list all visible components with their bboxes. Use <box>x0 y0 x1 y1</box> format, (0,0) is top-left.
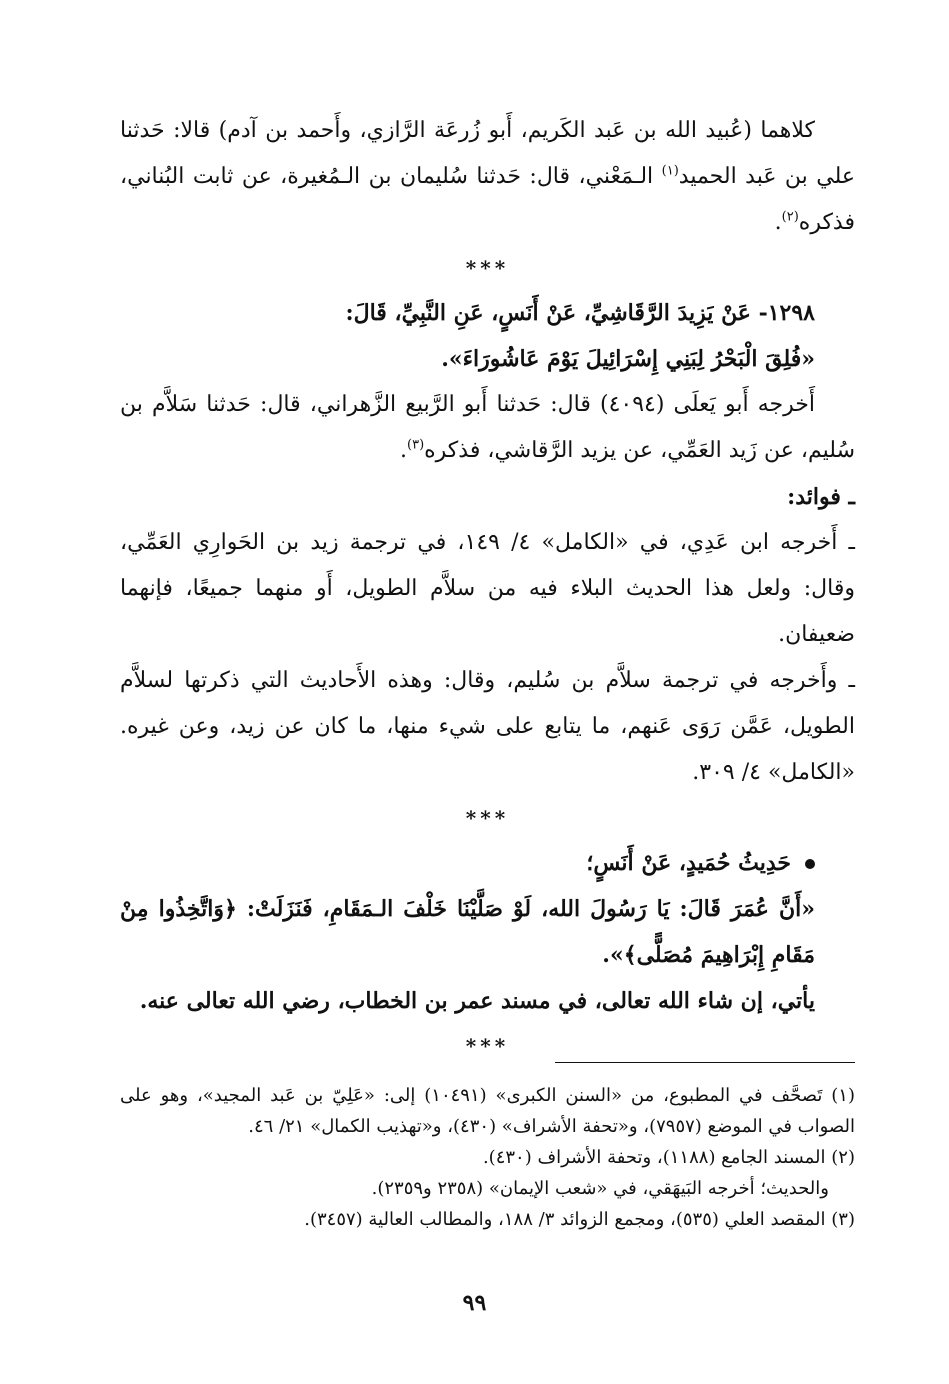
intro-paragraph <box>120 108 855 246</box>
footnote-2: (٢) المسند الجامع (١١٨٨)، وتحفة الأشراف (٤٣٠). <box>482 1147 855 1168</box>
footnote-ref-2: (٢) <box>781 209 799 225</box>
footnote-ref-3: (٣) <box>407 437 425 453</box>
main-text <box>120 108 855 1068</box>
fawaid-item-2: ـ وأَخرجه في ترجمة سلاَّم بن سُليم، وقال: وهذه الأَحاديث التي ذكرتها لسلاَّم الطويل، عَمَّن رَوَى عَنهم، ما يتابع على شيء منها، ما كان عن زيد، وعن غيره. «الكامل» ٤/ ٣٠٩. <box>120 668 855 785</box>
humaid-heading-line <box>120 840 855 886</box>
bullet-icon <box>805 859 815 869</box>
hadith-heading: ١٢٩٨- عَنْ يَزِيدَ الرَّقَاشِيِّ، عَنْ أَنَسٍ، عَنِ النَّبِيِّ، قَالَ: <box>345 300 815 326</box>
humaid-note: يأتي، إن شاء الله تعالى، في مسند عمر بن الخطاب، رضي الله تعالى عنه. <box>139 988 815 1014</box>
takhrij-end: . <box>400 438 407 463</box>
humaid-heading: حَدِيثُ حُمَيدٍ، عَنْ أَنَسٍ؛ <box>586 850 791 876</box>
footnote-ref-1: (١) <box>661 163 679 179</box>
hadith-text: «فُلِقَ الْبَحْرُ لِبَنِي إِسْرَائِيلَ يَوْمَ عَاشُورَاءَ». <box>441 346 815 372</box>
footnote-1: (١) تَصحَّف في المطبوع، من «السنن الكبرى» (١٠٤٩١) إلى: «عَلِيّ بن عَبد المجيد»، وهو على الصواب في الموضع (٧٩٥٧)، و«تحفة الأشراف» (٤٣٠)، و«تهذيب الكمال» ٢١/ ٤٦. <box>120 1085 855 1137</box>
footnote-3: (٣) المقصد العلي (٥٣٥)، ومجمع الزوائد ٣/ ١٨٨، والمطالب العالية (٣٤٥٧). <box>304 1209 855 1230</box>
footnote-2-continued: والحديث؛ أخرجه البَيهَقي، في «شعب الإيمان» (٢٣٥٨ و٢٣٥٩). <box>371 1178 829 1199</box>
intro-line-1: كلاهما (عُبيد الله بن عَبد الكَريم، أَبو زُرعَة الرَّازي، وأَحمد بن آدم) قالا: <box>173 118 815 143</box>
humaid-text: «أَنَّ عُمَرَ قَالَ: يَا رَسُولَ الله، لَوْ صَلَّيْنَا خَلْفَ الـمَقَامِ، فَنَزَلَتْ: ﴿وَاتَّخِذُوا مِنْ مَقَامِ إِبْرَاهِيمَ مُصَلًّى﴾». <box>120 896 815 968</box>
fawaid-heading: ـ فوائد: <box>787 484 855 510</box>
intro-line-2b: الـمَعْني، قال: حَدثنا سُليمان بن الـمُغيرة، عن ثابت <box>192 164 662 189</box>
page-number: ٩٩ <box>462 1290 487 1316</box>
intro-line-3a: البُناني، فذكره <box>120 164 855 235</box>
footnotes <box>120 1080 855 1235</box>
takhrij-text: أَخرجه أَبو يَعلَى (٤٠٩٤) قال: حَدثنا أَبو الرَّبيع الزَّهراني، قال: حَدثنا سَلاَّم بن سُليم، عن زَيد العَمِّي، عن يزيد الرَّقاشي، فذكره <box>120 392 855 463</box>
section-separator: *** <box>465 256 510 280</box>
takhrij-paragraph <box>120 382 855 474</box>
intro-line-3b: . <box>774 210 782 235</box>
section-separator-2: *** <box>465 806 510 830</box>
fawaid-item-1: ـ أَخرجه ابن عَدِي، في «الكامل» ٤/ ١٤٩، في ترجمة زيد بن الحَوارِي العَمِّي، وقال: ولعل هذا الحديث البلاء فيه من سلاَّم الطويل، أَو منهما جميعًا، فإنهما ضعيفان. <box>120 530 855 647</box>
footnote-divider <box>555 1062 855 1063</box>
intro-line-2a: حَدثنا علي بن عَبد الحميد <box>120 118 855 189</box>
section-separator-3: *** <box>465 1034 510 1058</box>
